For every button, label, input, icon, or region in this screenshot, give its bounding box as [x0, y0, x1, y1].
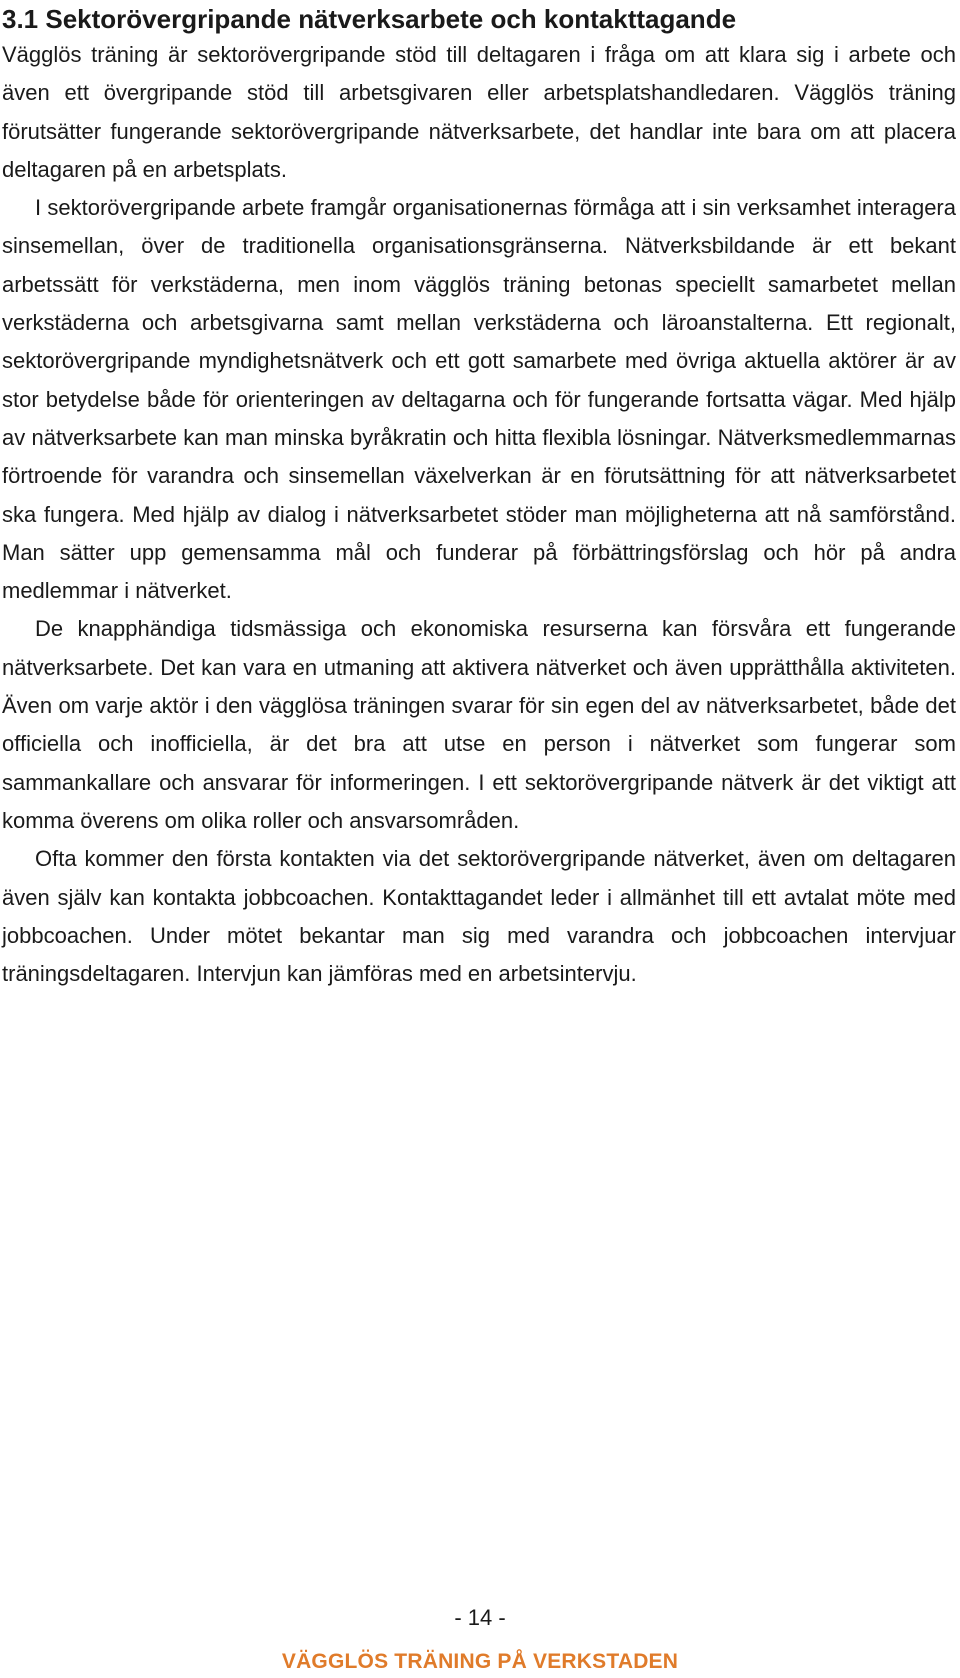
paragraph-3: De knapphändiga tidsmässiga och ekonomiska resurserna kan försvåra ett fungerande nätverksarbete. Det kan vara en utmaning att aktivera nätverket och även upprätthålla aktiviteten. Även om varje aktör i den vägglösa träningen svarar för sin egen del av nätverksarbetet, både det officiella och inofficiella, är det bra att utse en person i nätverket som fungerar som sammankallare och ansvarar för informeringen. I ett sektorövergripande nätverk är det viktigt att komma överens om olika roller och ansvarsområden. [2, 616, 956, 833]
paragraph-2: I sektorövergripande arbete framgår organisationernas förmåga att i sin verksamhet interagera sinsemellan, över de traditionella organisationsgränserna. Nätverksbildande är ett bekant arbetssätt för verkstäderna, men inom vägglös träning betonas speciellt samarbetet mellan verkstäderna och arbetsgivarna samt mellan verkstäderna och läroanstalterna. Ett regionalt, sektorövergripande myndighetsnätverk och ett gott samarbete med övriga aktuella aktörer är av stor betydelse både för orienteringen av deltagarna och för fungerande fortsatta vägar. Med hjälp av nätverksarbete kan man minska byråkratin och hitta flexibla lösningar. Nätverksmedlemmarnas förtroende för varandra och sinsemellan växelverkan är en förutsättning för att nätverksarbetet ska fungera. Med hjälp av dialog i nätverksarbetet stöder man möjligheterna att nå samförstånd. Man sätter upp gemensamma mål och funderar på förbättringsförslag och hör på andra medlemmar i nätverket. [2, 195, 956, 604]
footer-title: VÄGGLÖS TRÄNING PÅ VERKSTADEN [281, 1650, 679, 1673]
section-heading: 3.1 Sektorövergripande nätverksarbete och kontakttagande [2, 4, 737, 34]
document-body [2, 0, 956, 993]
page-number: - 14 - [454, 1605, 506, 1630]
paragraph-1: Vägglös träning är sektorövergripande stöd till deltagaren i fråga om att klara sig i arbete och även ett övergripande stöd till arbetsgivaren eller arbetsplatshandledaren. Vägglös träning förutsätter fungerande sektorövergripande nätverksarbete, det handlar inte bara om att placera deltagaren på en arbetsplats. [2, 42, 956, 182]
paragraph-4: Ofta kommer den första kontakten via det sektorövergripande nätverket, även om deltagaren även själv kan kontakta jobbcoachen. Kontakttagandet leder i allmänhet till ett avtalat möte med jobbcoachen. Under mötet bekantar man sig med varandra och jobbcoachen intervjuar träningsdeltagaren. Intervjun kan jämföras med en arbetsintervju. [2, 846, 956, 987]
